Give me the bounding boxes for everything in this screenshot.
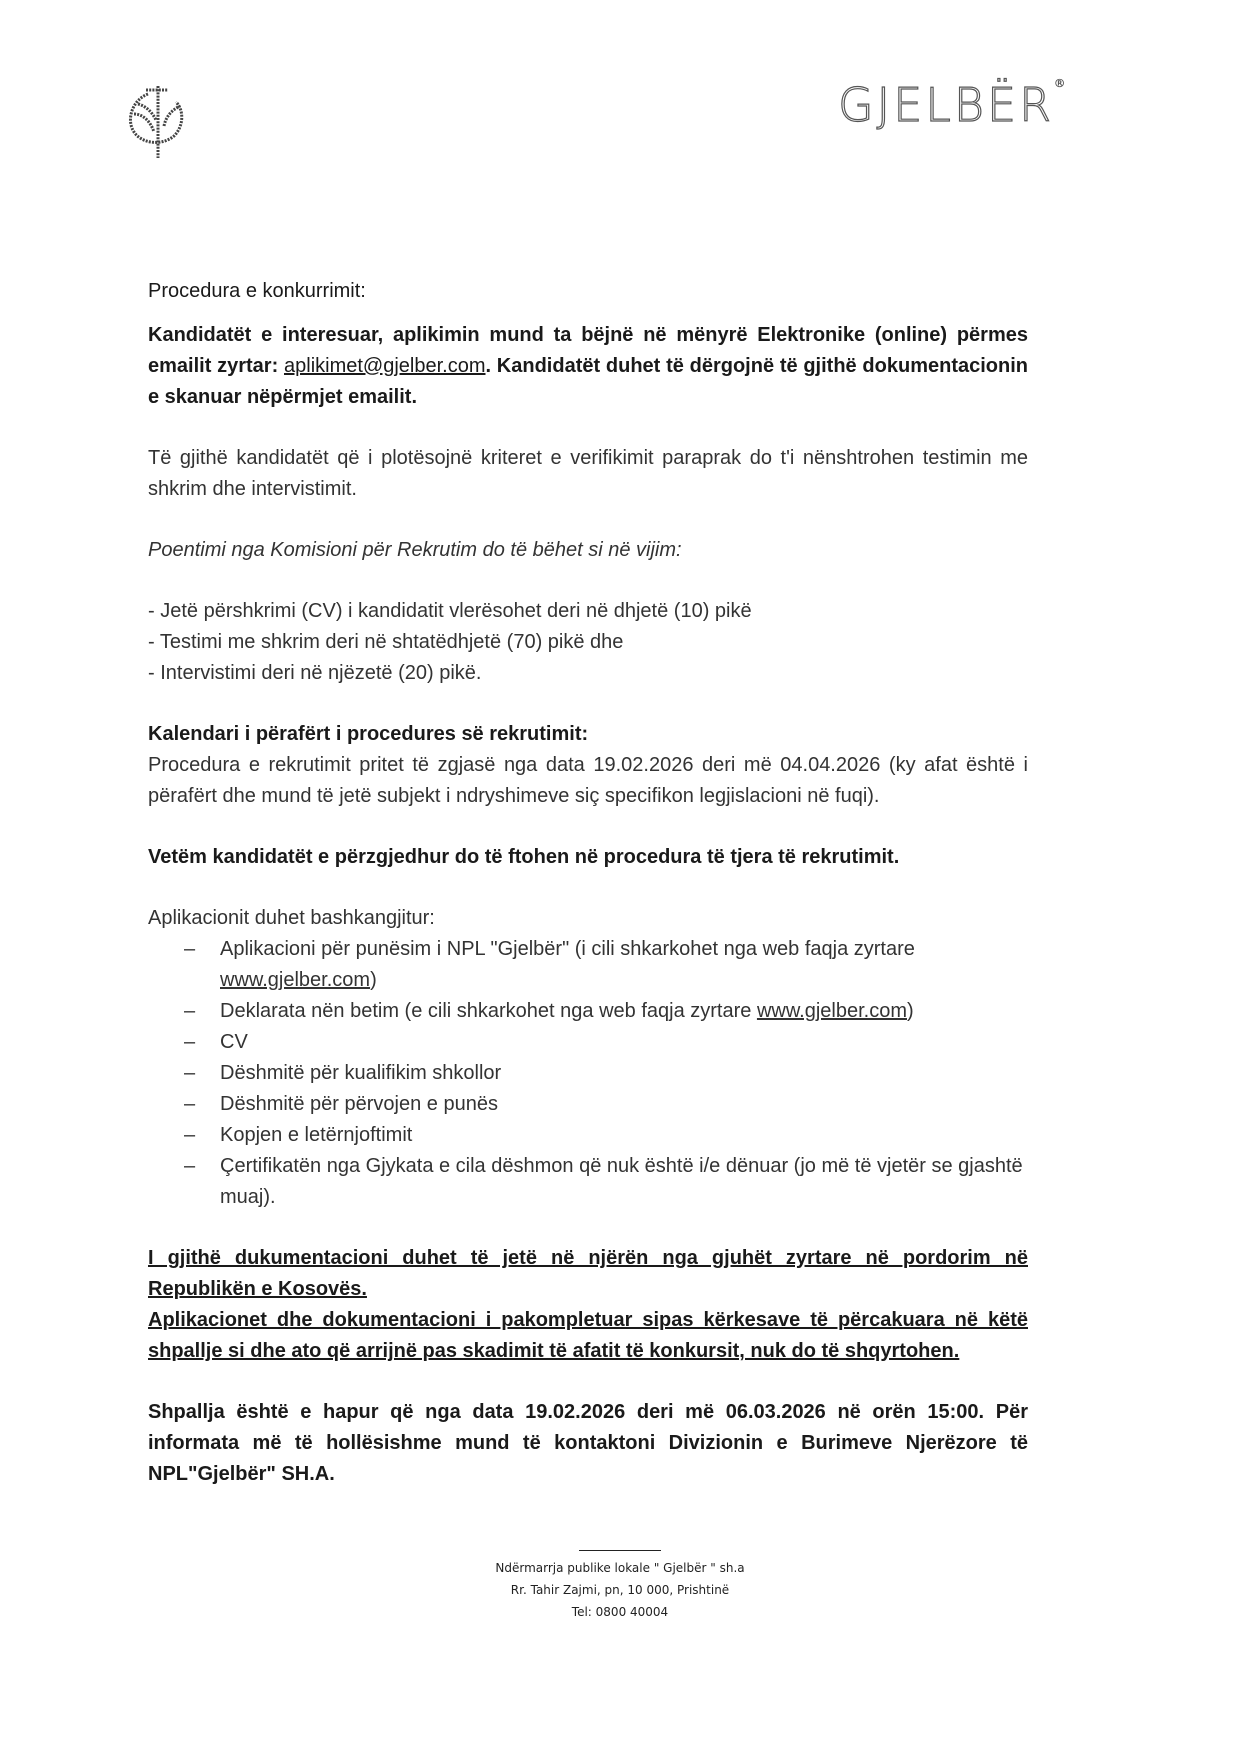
attachment-item: [184, 1151, 1028, 1213]
scoring-list: [148, 596, 1028, 689]
dash-bullet-icon: –: [184, 1000, 196, 1022]
footer-phone: Tel: 0800 40004: [571, 1605, 669, 1619]
brand-wordmark: [838, 77, 1069, 132]
attachment-text: Aplikacioni për punësim i NPL "Gjelbër" (i cili shkarkohet nga web faqja zyrtare: [220, 938, 915, 960]
attachments-list: [184, 934, 1028, 1213]
footer-divider: [579, 1550, 661, 1551]
attachments-intro: Aplikacionit duhet bashkangjitur:: [148, 907, 435, 929]
attachment-item: [184, 1027, 1028, 1058]
attachment-item: [184, 1120, 1028, 1151]
attachment-text: Kopjen e letërnjoftimit: [220, 1124, 413, 1146]
dash-bullet-icon: –: [184, 1155, 196, 1177]
instructions-text-end: . Kandidatët duhet të dërgojnë të gjithë dokumentacionin e skanuar nëpërmjet emailit.: [148, 355, 1028, 408]
letterhead-footer: [380, 1550, 860, 1623]
dash-bullet-icon: –: [184, 1093, 196, 1115]
calendar-heading: Kalendari i përafërt i procedures së rekrutimit:: [148, 723, 589, 745]
scoring-item: - Testimi me shkrim deri në shtatëdhjetë (70) pikë dhe: [148, 631, 624, 653]
selected-candidates-notice: Vetëm kandidatët e përzgjedhur do të ftohen në procedura të tjera të rekrutimit.: [148, 846, 900, 868]
dash-bullet-icon: –: [184, 938, 196, 960]
dash-bullet-icon: –: [184, 1062, 196, 1084]
attachment-text: Deklarata nën betim (e cili shkarkohet nga web faqja zyrtare: [220, 1000, 757, 1022]
verification-paragraph: Të gjithë kandidatët që i plotësojnë kriteret e verifikimit paraprak do t'i nënshtrohen testimin me shkrim dhe intervistimit.: [148, 447, 1028, 500]
document-body: [148, 276, 1028, 1490]
instructions-text-start: Kandidatët e interesuar, aplikimin mund ta bëjnë në mënyrë Elektronike (online) përmes emailit zyrtar:: [148, 324, 1028, 377]
scoring-intro: Poentimi nga Komisioni për Rekrutim do të bëhet si në vijim:: [148, 539, 682, 561]
dash-bullet-icon: –: [184, 1124, 196, 1146]
attachment-item: [184, 934, 1028, 996]
language-warning: I gjithë dukumentacioni duhet të jetë në njërën nga gjuhët zyrtare në pordorim në Republikën e Kosovës.: [148, 1247, 1028, 1300]
registered-mark: ®: [1054, 77, 1069, 90]
attachment-item: [184, 1089, 1028, 1120]
attachment-text: Dëshmitë për kualifikim shkollor: [220, 1062, 502, 1084]
footer-address: Rr. Tahir Zajmi, pn, 10 000, Prishtinë: [510, 1583, 730, 1597]
email-link[interactable]: aplikimet@gjelber.com: [284, 355, 486, 377]
application-instructions: [148, 320, 1028, 413]
dash-bullet-icon: –: [184, 1031, 196, 1053]
scoring-item: - Jetë përshkrimi (CV) i kandidatit vlerësohet deri në dhjetë (10) pikë: [148, 600, 752, 622]
attachment-text-end: ): [370, 969, 377, 991]
gjelber-leaf-emblem-icon: [120, 80, 194, 160]
calendar-text: Procedura e rekrutimit pritet të zgjasë nga data 19.02.2026 deri më 04.04.2026 (ky afat është i përafërt dhe mund të jetë subjekt i ndryshimeve siç specifikon legjislacioni në fuqi).: [148, 754, 1028, 807]
website-link[interactable]: www.gjelber.com: [756, 1000, 907, 1022]
closing-paragraph: Shpallja është e hapur që nga data 19.02.2026 deri më 06.03.2026 në orën 15:00. Për informata më të hollësishme mund të kontaktoni Divizionin e Burimeve Njerëzore të NPL"Gjelbër" SH.A.: [148, 1401, 1028, 1485]
attachment-text: CV: [220, 1031, 248, 1053]
attachment-text: Dëshmitë për përvojen e punës: [220, 1093, 498, 1115]
attachment-text-end: ): [907, 1000, 914, 1022]
scoring-item: - Intervistimi deri në njëzetë (20) pikë.: [148, 662, 482, 684]
footer-company: Ndërmarrja publike lokale " Gjelbër " sh.a: [495, 1561, 745, 1575]
attachment-item: [184, 1058, 1028, 1089]
procedure-heading: Procedura e konkurrimit:: [148, 280, 366, 302]
incomplete-warning: Aplikacionet dhe dokumentacioni i pakompletuar sipas kërkesave të përcakuara në këtë shpallje si dhe ato që arrijnë pas skadimit të afatit të konkursit, nuk do të shqyrtohen.: [148, 1309, 1028, 1362]
brand-name: GJELBËR: [838, 78, 1055, 132]
website-link[interactable]: www.gjelber.com: [220, 969, 371, 991]
attachment-item: [184, 996, 1028, 1027]
attachment-text: Çertifikatën nga Gjykata e cila dëshmon që nuk është i/e dënuar (jo më të vjetër se gjashtë muaj).: [220, 1155, 1023, 1208]
